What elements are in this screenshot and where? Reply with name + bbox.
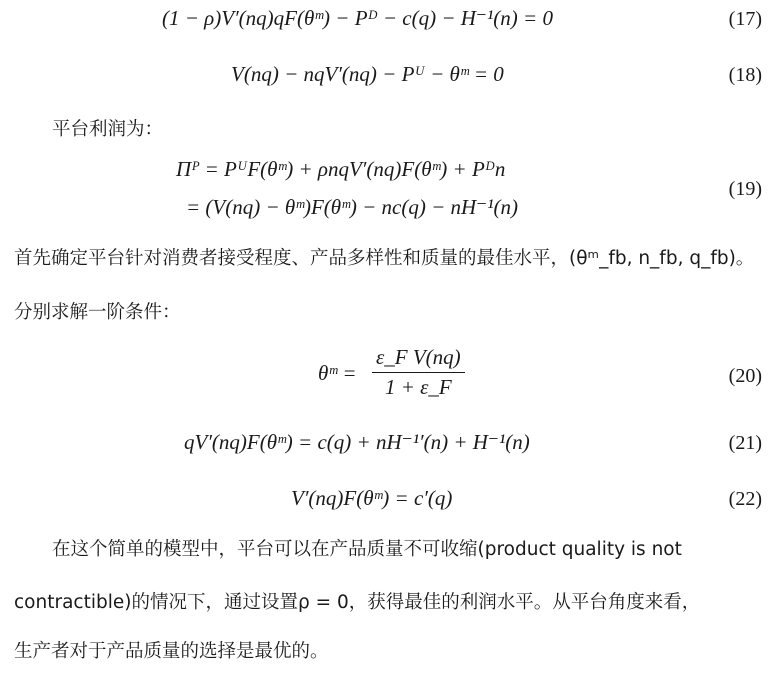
equation-22 (291, 488, 452, 509)
equation-19-line-1 (176, 159, 505, 180)
paragraph-foc-intro: 分别求解一阶条件： (14, 302, 181, 323)
equation-21-text: qV′(nq)F(θᵐ) = c(q) + nH⁻¹′(n) + H⁻¹(n) (184, 430, 530, 454)
equation-19-number: (19) (728, 178, 762, 200)
equation-20-lhs-text: θᵐ = (318, 361, 357, 385)
equation-17-text: (1 − ρ)V′(nq)qF(θᵐ) − Pᴰ − c(q) − H⁻¹(n) = 0 (162, 6, 553, 30)
equation-17-number: (17) (728, 8, 762, 30)
equation-20-fraction (372, 347, 465, 398)
equation-19a-text: Πᴾ = PᵁF(θᵐ) + ρnqV′(nq)F(θᵐ) + Pᴰn (176, 157, 506, 181)
equation-18-number: (18) (728, 64, 762, 86)
equation-21-number: (21) (728, 432, 762, 454)
paragraph-conclusion-line-1: 在这个简单的模型中，平台可以在产品质量不可收缩(product quality is not (52, 539, 682, 560)
equation-19-line-2 (186, 197, 518, 218)
paragraph-conclusion-line-2: contractible)的情况下，通过设置ρ = 0，获得最佳的利润水平。从平台角度来看， (14, 592, 701, 613)
equation-20-number: (20) (728, 365, 762, 387)
equation-22-number: (22) (728, 488, 762, 510)
equation-22-text: V′(nq)F(θᵐ) = c′(q) (291, 486, 453, 510)
equation-20-denominator: 1 + ε_F (384, 375, 452, 399)
equation-18 (231, 64, 504, 85)
equation-21 (184, 432, 530, 453)
equation-20-numerator: ε_F V(nq) (376, 345, 461, 369)
equation-20-lhs (318, 363, 357, 384)
equation-19b-text: = (V(nq) − θᵐ)F(θᵐ) − nc(q) − nH⁻¹(n) (186, 195, 519, 219)
equation-18-text: V(nq) − nqV′(nq) − Pᵁ − θᵐ = 0 (231, 62, 504, 86)
paragraph-profit-intro: 平台利润为： (52, 119, 164, 140)
paragraph-first-best: 首先确定平台针对消费者接受程度、产品多样性和质量的最佳水平，(θᵐ_fb, n_fb, q_fb)。 (14, 248, 755, 269)
equation-17 (162, 8, 553, 29)
paragraph-conclusion-line-3: 生产者对于产品质量的选择是最优的。 (14, 641, 329, 662)
